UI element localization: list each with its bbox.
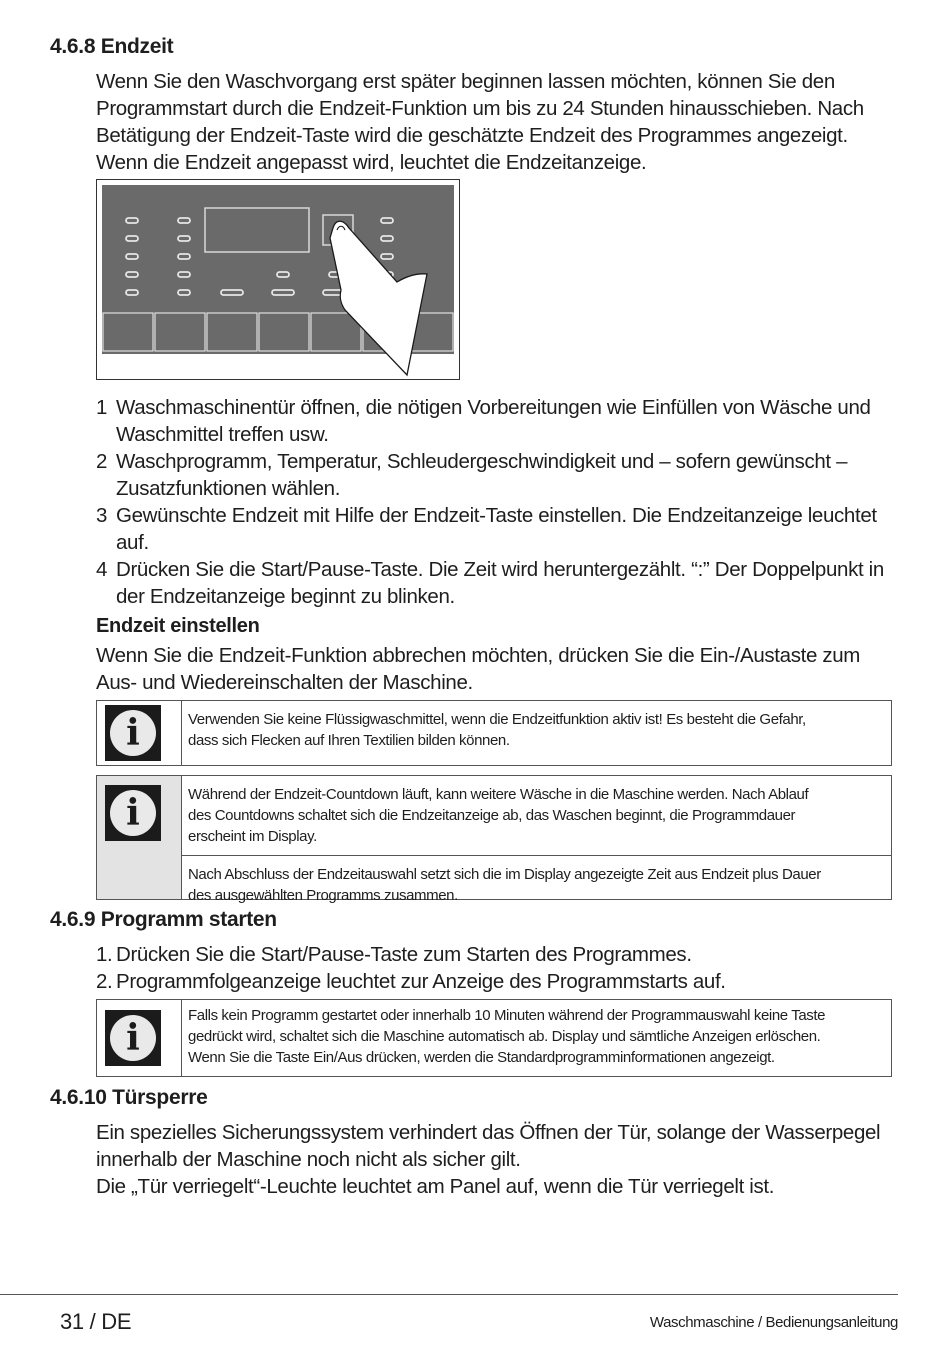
info-text: Nach Abschluss der Endzeitauswahl setzt sich die im Display angezeigte Zeit aus Endzeit plus Dauer des ausgewählten Programms zusammen. [182,855,891,914]
step-number: 2. [96,970,113,993]
info-box-countdown [96,775,892,904]
tuersperre-text [96,1119,896,1200]
info-box-liquid-detergent [96,700,892,766]
info-icon-cell [97,776,182,899]
step-text: Gewünschte Endzeit mit Hilfe der Endzeit-Taste einstellen. Die Endzeitanzeige leuchtet [116,504,877,527]
step-text: Waschmaschinentür öffnen, die nötigen Vorbereitungen wie Einfüllen von Wäsche und [116,396,871,419]
step-text: Programmfolgeanzeige leuchtet zur Anzeige des Programmstarts auf. [116,970,726,993]
intro-line: Betätigung der Endzeit-Taste wird die geschätzte Endzeit des Programmes angezeigt. [96,124,848,147]
info-icon: i [105,785,161,841]
step-text: auf. [116,531,149,554]
sub-heading-endzeit-einstellen: Endzeit einstellen [96,615,260,637]
step-number: 1 [96,396,108,419]
control-panel-illustration [96,179,460,380]
footer-divider [0,1294,898,1295]
info-box-auto-off [96,999,892,1077]
step-number: 1. [96,943,113,966]
info-icon: i [105,705,161,761]
step-text: Waschprogramm, Temperatur, Schleudergeschwindigkeit und – sofern gewünscht – [116,450,848,473]
info-text: Falls kein Programm gestartet oder innerhalb 10 Minuten während der Programmauswahl keine Taste gedrückt wird, schaltet sich die Maschine automatisch ab. Display und sämtliche Anzeigen erlöschen. Wenn Sie die Taste Ein/Aus drücken, werden die Standardprogramminformationen angezeigt. [188,1007,826,1066]
panel-drawing [97,180,461,381]
info-icon-cell [97,1000,182,1076]
step-text: der Endzeitanzeige beginnt zu blinken. [116,585,455,608]
cancel-text [96,642,896,696]
info-text: Verwenden Sie keine Flüssigwaschmittel, wenn die Endzeitfunktion aktiv ist! Es besteht die Gefahr, dass sich Flecken auf Ihren Textilien bilden können. [188,711,806,749]
list-item [96,448,896,502]
list-item [96,502,896,556]
intro-line: Wenn die Endzeit angepasst wird, leuchtet die Endzeitanzeige. [96,151,647,174]
list-item [96,556,896,610]
step-number: 4 [96,558,108,581]
page-number: 31 / DE [60,1309,132,1334]
list-item [96,968,896,995]
step-text: Drücken Sie die Start/Pause-Taste zum Starten des Programmes. [116,943,692,966]
text-line: Die „Tür verriegelt“-Leuchte leuchtet am Panel auf, wenn die Tür verriegelt ist. [96,1175,775,1198]
info-icon: i [105,1010,161,1066]
step-number: 3 [96,504,108,527]
cancel-line: Wenn Sie die Endzeit-Funktion abbrechen möchten, drücken Sie die Ein-/Austaste zum [96,644,861,667]
footer-title: Waschmaschine / Bedienungsanleitung [649,1314,898,1331]
step-text: Drücken Sie die Start/Pause-Taste. Die Zeit wird heruntergezählt. “:” Der Doppelpunkt in [116,558,884,581]
step-text: Zusatzfunktionen wählen. [116,477,341,500]
info-icon-cell [97,701,182,765]
endzeit-steps [96,394,896,610]
text-line: Ein spezielles Sicherungssystem verhindert das Öffnen der Tür, solange der Wasserpegel [96,1121,881,1144]
info-text: Während der Endzeit-Countdown läuft, kann weitere Wäsche in die Maschine werden. Nach Ablauf des Countdowns schaltet sich die Endzeitanzeige ab, das Waschen beginnt, die Programmdauer erscheint im Display. [188,786,809,845]
cancel-line: Aus- und Wiedereinschalten der Maschine. [96,671,473,694]
section-heading-tuersperre: 4.6.10 Türsperre [50,1086,208,1109]
programm-starten-steps [96,941,896,995]
section-heading-programm-starten: 4.6.9 Programm starten [50,908,277,931]
intro-line: Programmstart durch die Endzeit-Funktion um bis zu 24 Stunden hinausschieben. Nach [96,97,864,120]
step-text: Waschmittel treffen usw. [116,423,329,446]
section-heading-endzeit: 4.6.8 Endzeit [50,35,174,58]
text-line: innerhalb der Maschine noch nicht als sicher gilt. [96,1148,521,1171]
step-number: 2 [96,450,108,473]
endzeit-intro [96,68,896,176]
list-item [96,941,896,968]
list-item [96,394,896,448]
intro-line: Wenn Sie den Waschvorgang erst später beginnen lassen möchten, können Sie den [96,70,835,93]
